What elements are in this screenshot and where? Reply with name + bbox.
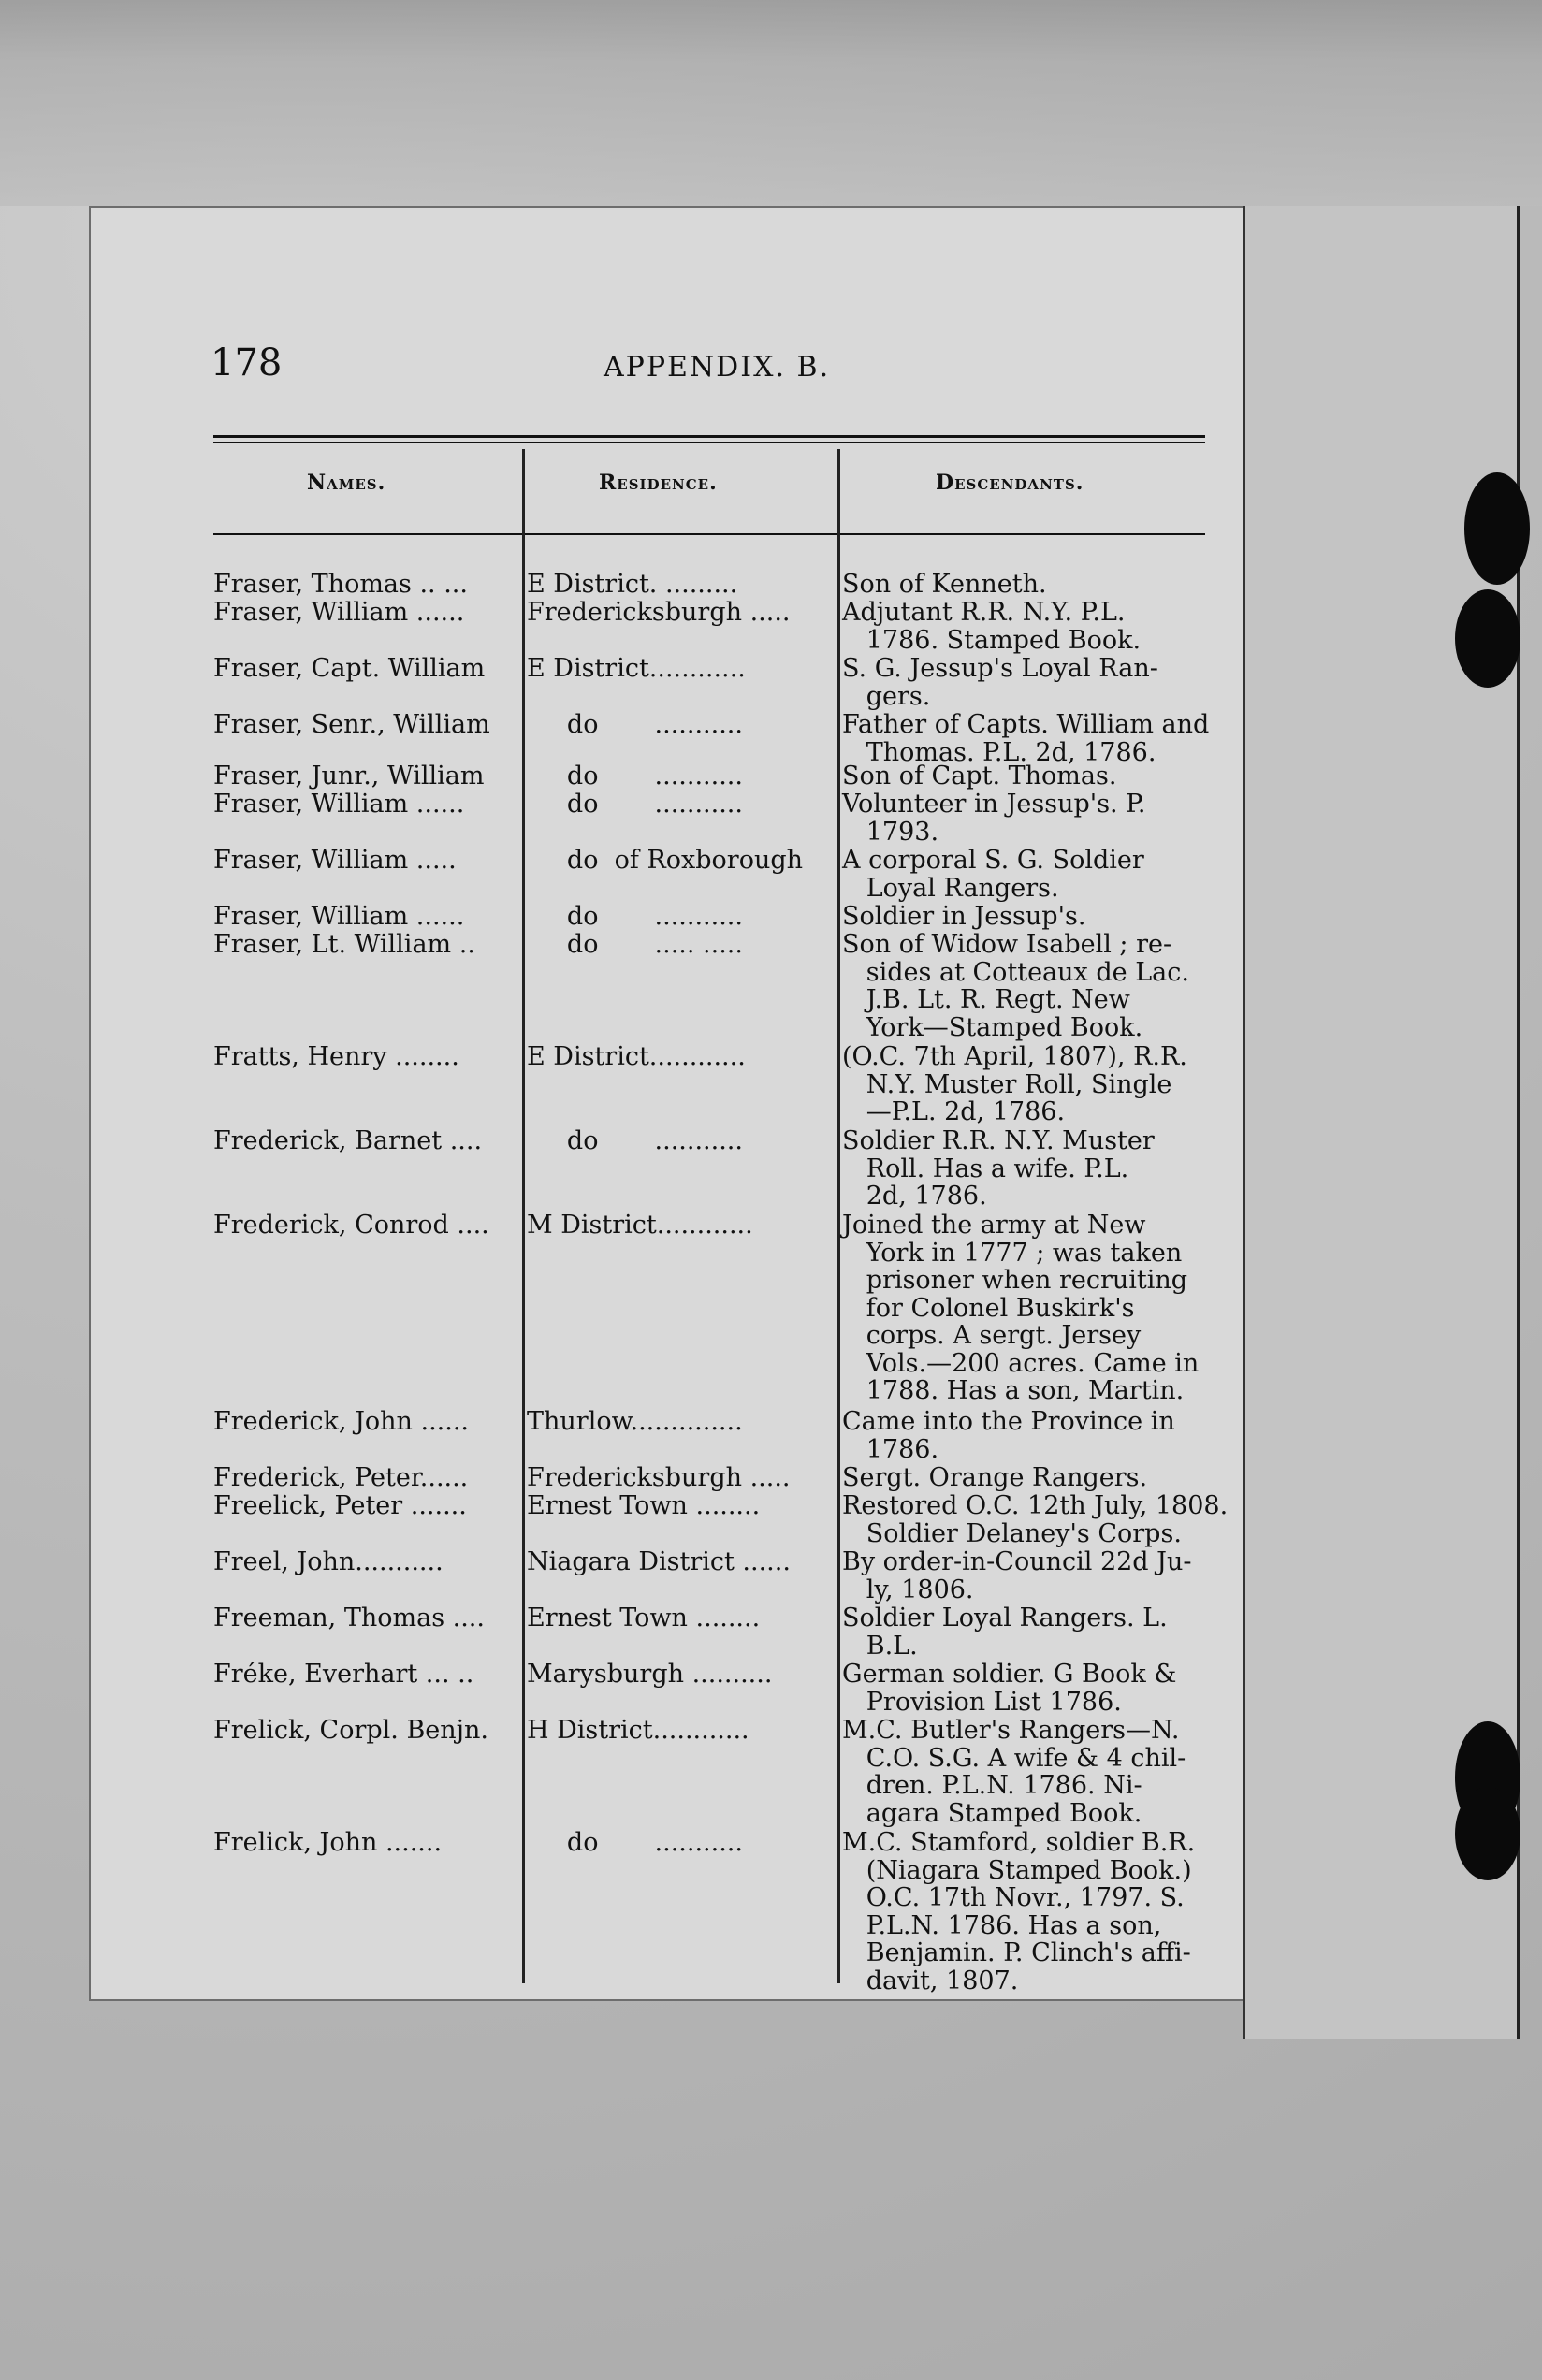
entry-descendants: Came into the Province in 1786.	[842, 1407, 1175, 1464]
column-header-names: Names.	[307, 471, 386, 495]
entry-residence: do ...........	[527, 1126, 743, 1155]
entry-name: Fratts, Henry ........	[213, 1042, 459, 1071]
column-divider-1	[522, 449, 525, 1983]
entry-name: Frelick, Corpl. Benjn.	[213, 1716, 488, 1745]
entry-name: Freeman, Thomas ....	[213, 1604, 485, 1633]
entry-residence: Thurlow..............	[527, 1407, 743, 1436]
entry-descendants: Soldier Loyal Rangers. L. B.L.	[842, 1604, 1168, 1661]
page-header	[211, 341, 1202, 388]
entry-descendants: German soldier. G Book & Provision List 1786.	[842, 1660, 1177, 1717]
entry-descendants: M.C. Butler's Rangers—N. C.O. S.G. A wife & 4 chil- dren. P.L.N. 1786. Ni- agara Stamped Book.	[842, 1716, 1186, 1828]
entry-residence: Ernest Town ........	[527, 1604, 761, 1633]
entry-descendants: S. G. Jessup's Loyal Ran- gers.	[842, 654, 1158, 711]
entry-residence: Niagara District ......	[527, 1547, 791, 1576]
entry-residence: H District............	[527, 1716, 749, 1745]
entry-descendants: A corporal S. G. Soldier Loyal Rangers.	[842, 846, 1144, 903]
entry-name: Fraser, William ......	[213, 902, 465, 931]
entry-residence: E District. .........	[527, 570, 738, 599]
entry-name: Fraser, Senr., William	[213, 710, 490, 739]
entry-residence: Ernest Town ........	[527, 1491, 761, 1520]
entry-descendants: Soldier R.R. N.Y. Muster Roll. Has a wife. P.L. 2d, 1786.	[842, 1126, 1155, 1211]
entry-descendants: Adjutant R.R. N.Y. P.L. 1786. Stamped Book.	[842, 598, 1142, 655]
entry-residence: Marysburgh ..........	[527, 1660, 773, 1689]
header-rule-bottom	[213, 533, 1205, 535]
entry-residence: M District............	[527, 1211, 753, 1240]
entry-descendants: Restored O.C. 12th July, 1808. Soldier Delaney's Corps.	[842, 1491, 1229, 1548]
entry-name: Frederick, John ......	[213, 1407, 470, 1436]
page-title: APPENDIX. B.	[604, 351, 831, 384]
entry-descendants: By order-in-Council 22d Ju- ly, 1806.	[842, 1547, 1192, 1604]
entry-residence: do ...........	[527, 790, 743, 819]
entry-descendants: Father of Capts. William and Thomas. P.L. 2d, 1786.	[842, 710, 1210, 767]
entry-name: Frederick, Barnet ....	[213, 1126, 483, 1155]
entry-descendants: Sergt. Orange Rangers.	[842, 1463, 1148, 1492]
binding-hole-second	[1455, 589, 1520, 688]
entry-name: Freel, John...........	[213, 1547, 444, 1576]
scan-top-edge	[0, 0, 1542, 206]
entry-residence: E District............	[527, 654, 746, 683]
entry-name: Fraser, Junr., William	[213, 762, 485, 791]
header-rule-top-thin	[213, 442, 1205, 443]
entry-descendants: Joined the army at New York in 1777 ; was taken prisoner when recruiting for Colonel Buskirk's corps. A sergt. Jersey Vols.—200 acres. Came in 1788. Has a son, Martin.	[842, 1211, 1200, 1405]
page-number: 178	[211, 341, 283, 385]
entry-residence: do of Roxborough	[527, 846, 804, 875]
column-header-descendants: Descendants.	[936, 471, 1084, 495]
column-header-residence: Residence.	[599, 471, 718, 495]
entry-descendants: (O.C. 7th April, 1807), R.R. N.Y. Muster Roll, Single —P.L. 2d, 1786.	[842, 1042, 1187, 1126]
entry-name: Fraser, Thomas .. ...	[213, 570, 468, 599]
entry-name: Fraser, Lt. William ..	[213, 930, 475, 959]
entry-descendants: Soldier in Jessup's.	[842, 902, 1086, 931]
entry-residence: do ...........	[527, 710, 743, 739]
entry-name: Fréke, Everhart ... ..	[213, 1660, 474, 1689]
entry-residence: do ...........	[527, 1828, 743, 1857]
entry-name: Freelick, Peter .......	[213, 1491, 467, 1520]
binding-hole-fourth	[1455, 1787, 1520, 1880]
entry-residence: Fredericksburgh .....	[527, 1463, 791, 1492]
entry-name: Fraser, Capt. William	[213, 654, 486, 683]
entry-residence: E District............	[527, 1042, 746, 1071]
entry-descendants: Son of Kenneth.	[842, 570, 1047, 599]
entry-name: Fraser, William ......	[213, 790, 465, 819]
entry-residence: do ..... .....	[527, 930, 743, 959]
entry-residence: do ...........	[527, 762, 743, 791]
entry-name: Frelick, John .......	[213, 1828, 443, 1857]
entry-descendants: Son of Widow Isabell ; re- sides at Cotteaux de Lac. J.B. Lt. R. Regt. New York—Stamped Book.	[842, 930, 1189, 1042]
entry-descendants: Son of Capt. Thomas.	[842, 762, 1117, 791]
entry-name: Fraser, William .....	[213, 846, 457, 875]
entry-residence: do ...........	[527, 902, 743, 931]
header-rule-top	[213, 435, 1205, 438]
entry-name: Frederick, Conrod ....	[213, 1211, 489, 1240]
entry-residence: Fredericksburgh .....	[527, 598, 791, 627]
entry-name: Frederick, Peter......	[213, 1463, 469, 1492]
entry-descendants: M.C. Stamford, soldier B.R. (Niagara Stamped Book.) O.C. 17th Novr., 1797. S. P.L.N. 1786. Has a son, Benjamin. P. Clinch's affi- davit, 1807.	[842, 1828, 1196, 1995]
entry-descendants: Volunteer in Jessup's. P. 1793.	[842, 790, 1146, 847]
entry-name: Fraser, William ......	[213, 598, 465, 627]
binding-hole-top	[1464, 472, 1530, 585]
